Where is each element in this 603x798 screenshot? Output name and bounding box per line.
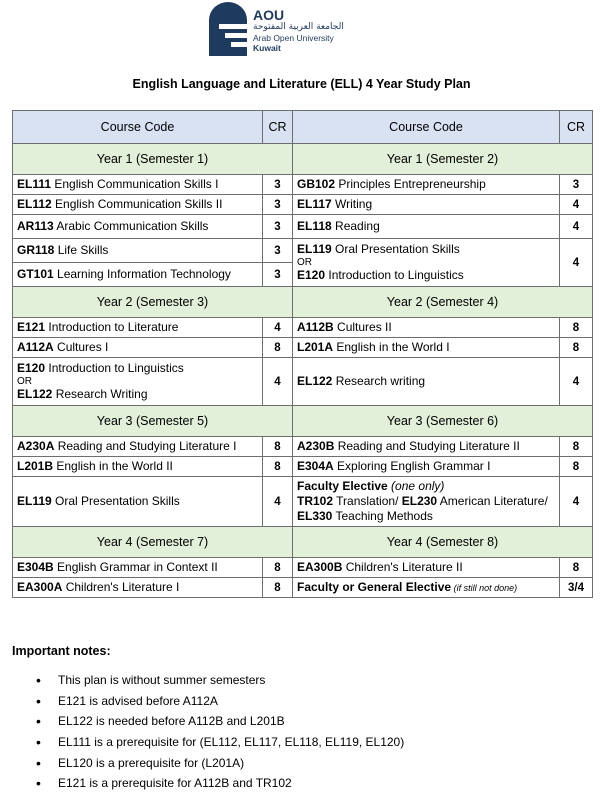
table-row: [13, 175, 593, 195]
credit-cell: 4: [263, 358, 293, 406]
course-cell: [293, 477, 560, 527]
elective-label: Faculty Elective: [297, 479, 388, 493]
course-title: English Grammar in Context II: [53, 560, 218, 574]
course-title: Children's Literature I: [62, 580, 180, 594]
course-title: Children's Literature II: [342, 560, 463, 574]
credit-cell: 4: [263, 477, 293, 527]
semester-header: Year 3 (Semester 6): [293, 406, 593, 437]
course-cell: [293, 195, 560, 215]
course-code: EA300A: [17, 580, 63, 594]
logo-abbreviation: AOU: [253, 7, 285, 23]
course-cell: [13, 437, 263, 457]
list-item: • EL111 is a prerequisite for (EL112, EL117, EL118, EL119, EL120): [0, 732, 404, 753]
column-header-cr: CR: [560, 111, 593, 144]
notes-heading: Important notes:: [12, 644, 111, 658]
course-title: Cultures I: [53, 340, 109, 354]
notes-list: [0, 670, 404, 794]
semester-header: Year 1 (Semester 2): [293, 144, 593, 175]
credit-cell: 4: [560, 239, 593, 287]
course-cell: [293, 318, 560, 338]
course-code: A230A: [17, 439, 55, 453]
credit-cell: 4: [560, 477, 593, 527]
credit-cell: 8: [560, 558, 593, 578]
elective-qualifier: (if still not done): [451, 582, 518, 593]
list-item: • E121 is advised before A112A: [0, 691, 404, 712]
course-title: Introduction to Linguistics: [325, 268, 464, 282]
semester-header-row: [13, 527, 593, 558]
course-title: Writing: [331, 197, 373, 211]
credit-cell: 4: [560, 195, 593, 215]
study-plan-table: [12, 110, 593, 598]
course-cell: [13, 457, 263, 477]
course-code: EL117: [297, 197, 332, 211]
table-row: [13, 195, 593, 215]
logo-arabic-name: الجامعة العربية المفتوحة: [253, 22, 344, 32]
column-header-course-code: Course Code: [293, 111, 560, 144]
course-title: Arabic Communication Skills: [53, 219, 209, 233]
course-code: GT101: [17, 267, 54, 281]
credit-cell: 4: [560, 358, 593, 406]
course-cell: [293, 457, 560, 477]
semester-header: Year 4 (Semester 7): [13, 527, 293, 558]
credit-cell: 8: [560, 437, 593, 457]
course-title: Research writing: [332, 374, 426, 388]
course-cell: [13, 477, 263, 527]
course-cell: [293, 338, 560, 358]
course-code: E121: [17, 320, 46, 334]
table-row: [13, 338, 593, 358]
or-label: OR: [297, 257, 312, 268]
semester-header-row: [13, 144, 593, 175]
course-code: GR118: [17, 243, 55, 257]
course-cell: [293, 578, 560, 598]
list-item: • This plan is without summer semesters: [0, 670, 404, 691]
list-item: • E121 is a prerequisite for A112B and TR102: [0, 773, 404, 794]
credit-cell: 3: [263, 239, 293, 263]
table-row: [13, 477, 593, 527]
credit-cell: 8: [560, 457, 593, 477]
aou-logo: [209, 2, 349, 58]
elective-label: Faculty or General Elective: [297, 579, 452, 594]
aou-emblem-icon: [209, 2, 247, 56]
course-code: L201B: [17, 459, 54, 473]
credit-cell: 4: [263, 318, 293, 338]
credit-cell: 8: [263, 457, 293, 477]
course-cell: [293, 558, 560, 578]
table-row: [13, 358, 593, 406]
semester-header: Year 2 (Semester 4): [293, 287, 593, 318]
credit-cell: 8: [263, 437, 293, 457]
course-cell: [13, 318, 263, 338]
credit-cell: 4: [560, 215, 593, 239]
credit-cell: 3/4: [560, 578, 593, 598]
elective-qualifier: (one only): [387, 479, 445, 493]
column-header-course-code: Course Code: [13, 111, 263, 144]
table-header-row: [13, 111, 593, 144]
course-title: Oral Presentation Skills: [51, 494, 180, 508]
course-cell: [13, 338, 263, 358]
course-cell: [293, 175, 560, 195]
logo-city: Kuwait: [253, 43, 281, 53]
list-item: • EL120 is a prerequisite for (L201A): [0, 753, 404, 774]
course-cell: [13, 239, 263, 263]
course-title: Learning Information Technology: [53, 267, 231, 281]
course-code: EL230: [401, 494, 438, 508]
course-cell: [13, 558, 263, 578]
credit-cell: 8: [560, 318, 593, 338]
credit-cell: 3: [263, 175, 293, 195]
course-code: AR113: [17, 219, 54, 233]
course-code: A230B: [297, 439, 335, 453]
page-title: English Language and Literature (ELL) 4 Year Study Plan: [132, 77, 471, 91]
semester-header: Year 4 (Semester 8): [293, 527, 593, 558]
course-cell: [13, 215, 263, 239]
column-header-cr: CR: [263, 111, 293, 144]
logo-english-name: Arab Open University: [253, 33, 334, 43]
course-code: L201A: [297, 340, 334, 354]
course-title: English in the World I: [333, 340, 450, 354]
course-code: EL119: [17, 494, 52, 508]
course-title: Research Writing: [52, 387, 148, 401]
course-code: E304B: [17, 560, 54, 574]
course-cell: [13, 358, 263, 406]
course-cell: [13, 175, 263, 195]
course-code: A112A: [17, 340, 54, 354]
credit-cell: 8: [263, 558, 293, 578]
or-label: OR: [17, 376, 32, 387]
course-code: E120: [297, 268, 326, 282]
course-code: A112B: [297, 320, 334, 334]
credit-cell: 3: [263, 263, 293, 287]
course-title: Reading and Studying Literature II: [334, 439, 520, 453]
course-title: English in the World II: [53, 459, 173, 473]
course-code: EL112: [17, 197, 52, 211]
course-title: Principles Entrepreneurship: [335, 177, 486, 191]
course-title: Introduction to Linguistics: [45, 361, 184, 375]
course-code: TR102: [297, 494, 334, 508]
credit-cell: 8: [263, 578, 293, 598]
course-cell: [13, 195, 263, 215]
credit-cell: 8: [560, 338, 593, 358]
credit-cell: 3: [560, 175, 593, 195]
credit-cell: 8: [263, 338, 293, 358]
course-title: Cultures II: [333, 320, 392, 334]
course-code: EL111: [17, 177, 52, 191]
course-cell: [13, 263, 263, 287]
course-code: EL118: [297, 219, 332, 233]
course-title: Teaching Methods: [332, 509, 433, 523]
course-code: GB102: [297, 177, 336, 191]
course-cell: [293, 215, 560, 239]
table-row: [13, 437, 593, 457]
course-code: EL122: [17, 387, 53, 401]
course-code: E304A: [297, 459, 334, 473]
course-code: EL122: [297, 374, 333, 388]
semester-header: Year 2 (Semester 3): [13, 287, 293, 318]
course-cell: [293, 239, 560, 287]
course-title: Translation/: [333, 494, 402, 508]
semester-header-row: [13, 406, 593, 437]
course-title: Reading and Studying Literature I: [54, 439, 237, 453]
course-code: EL330: [297, 509, 333, 523]
table-row: [13, 215, 593, 239]
course-code: EA300B: [297, 560, 343, 574]
course-title: Reading: [331, 219, 380, 233]
semester-header-row: [13, 287, 593, 318]
course-code: E120: [17, 361, 46, 375]
course-title: English Communication Skills II: [51, 197, 223, 211]
course-title: English Communication Skills I: [51, 177, 219, 191]
semester-header: Year 3 (Semester 5): [13, 406, 293, 437]
table-row: [13, 239, 593, 263]
course-title: Oral Presentation Skills: [331, 242, 460, 256]
course-cell: [293, 358, 560, 406]
course-title: Introduction to Literature: [45, 320, 179, 334]
list-item: • EL122 is needed before A112B and L201B: [0, 711, 404, 732]
course-title: American Literature/: [437, 494, 548, 508]
table-row: [13, 318, 593, 338]
table-row: [13, 558, 593, 578]
table-row: [13, 457, 593, 477]
credit-cell: 3: [263, 195, 293, 215]
credit-cell: 3: [263, 215, 293, 239]
table-row: [13, 578, 593, 598]
course-cell: [293, 437, 560, 457]
course-code: EL119: [297, 242, 332, 256]
course-title: Life Skills: [54, 243, 109, 257]
course-title: Exploring English Grammar I: [333, 459, 491, 473]
course-cell: [13, 578, 263, 598]
semester-header: Year 1 (Semester 1): [13, 144, 293, 175]
